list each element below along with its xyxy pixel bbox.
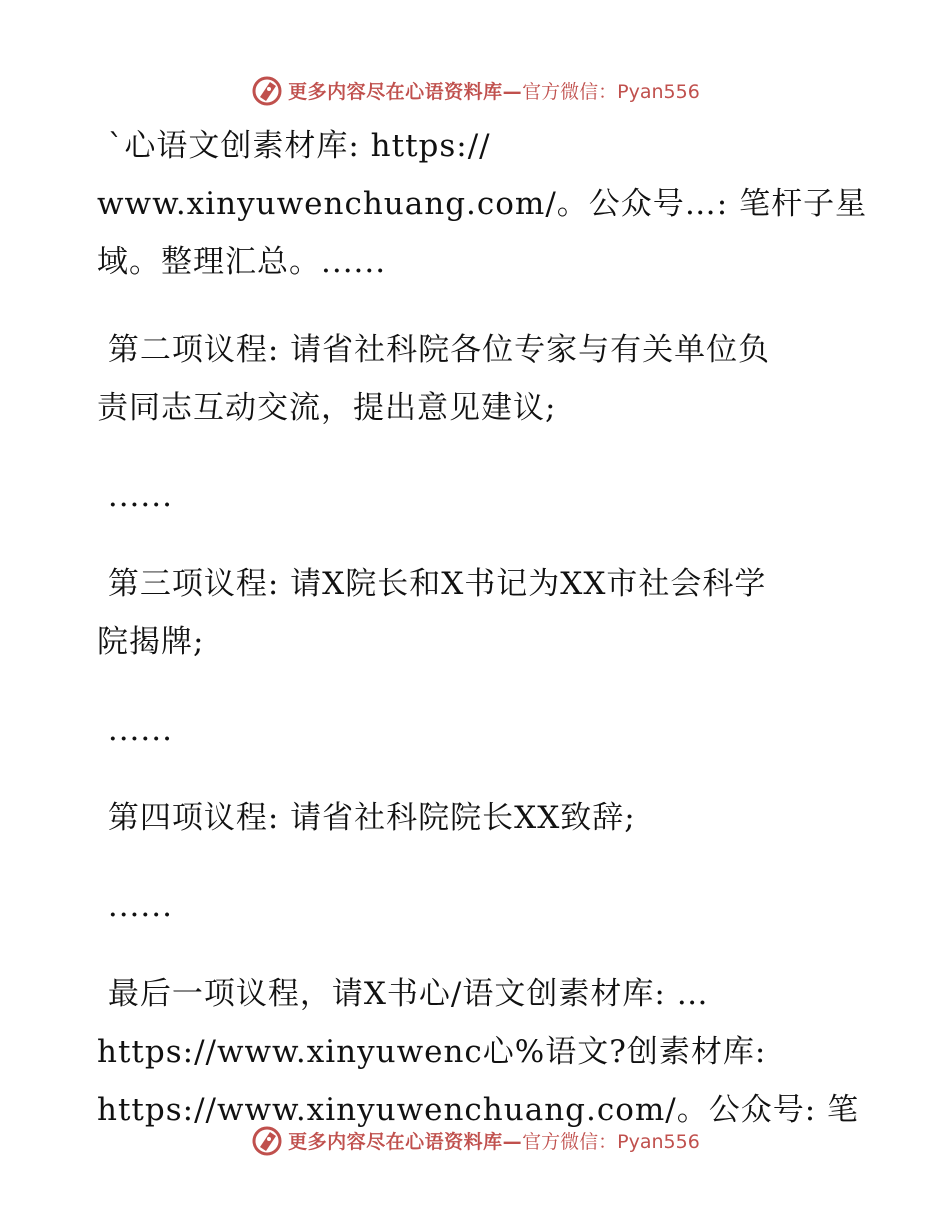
header-banner-text: 更多内容尽在心语资料库—: [288, 80, 523, 103]
text-line-9: ......: [97, 712, 173, 748]
text-line-1: `心语文创素材库: https://: [97, 128, 491, 164]
text-line-3: 域。整理汇总。......: [97, 244, 387, 280]
text-line-12: 最后一项议程，请X书心/语文创素材库: …: [97, 976, 709, 1012]
header-banner: [0, 70, 950, 110]
text-line-6: ......: [97, 478, 173, 514]
document-body: [97, 117, 868, 1139]
text-line-2: www.xinyuwenchuang.com/。公众号…: 笔杆子星: [97, 186, 868, 222]
text-line-14: https://www.xinyuwenchuang.com/。公众号: 笔: [97, 1092, 860, 1128]
text-line-7: 第三项议程: 请X院长和X书记为XX市社会科学: [97, 566, 767, 602]
text-line-10: 第四项议程: 请省社科院院长XX致辞;: [97, 800, 636, 836]
text-line-4: 第二项议程: 请省社科院各位专家与有关单位负: [97, 332, 771, 368]
pen-nib-logo-icon: [250, 73, 284, 107]
footer-banner-wechat: 官方微信：Pyan556: [522, 1130, 700, 1153]
footer-banner-text: 更多内容尽在心语资料库—: [288, 1130, 523, 1153]
text-line-13: https://www.xinyuwenc心%语文?创素材库:: [97, 1034, 767, 1070]
pen-nib-logo-icon: [250, 1123, 284, 1157]
text-line-8: 院揭牌;: [97, 624, 205, 660]
footer-banner: [0, 1120, 950, 1160]
text-line-11: ......: [97, 888, 173, 924]
header-banner-wechat: 官方微信：Pyan556: [522, 80, 700, 103]
text-line-5: 责同志互动交流，提出意见建议;: [97, 390, 557, 426]
